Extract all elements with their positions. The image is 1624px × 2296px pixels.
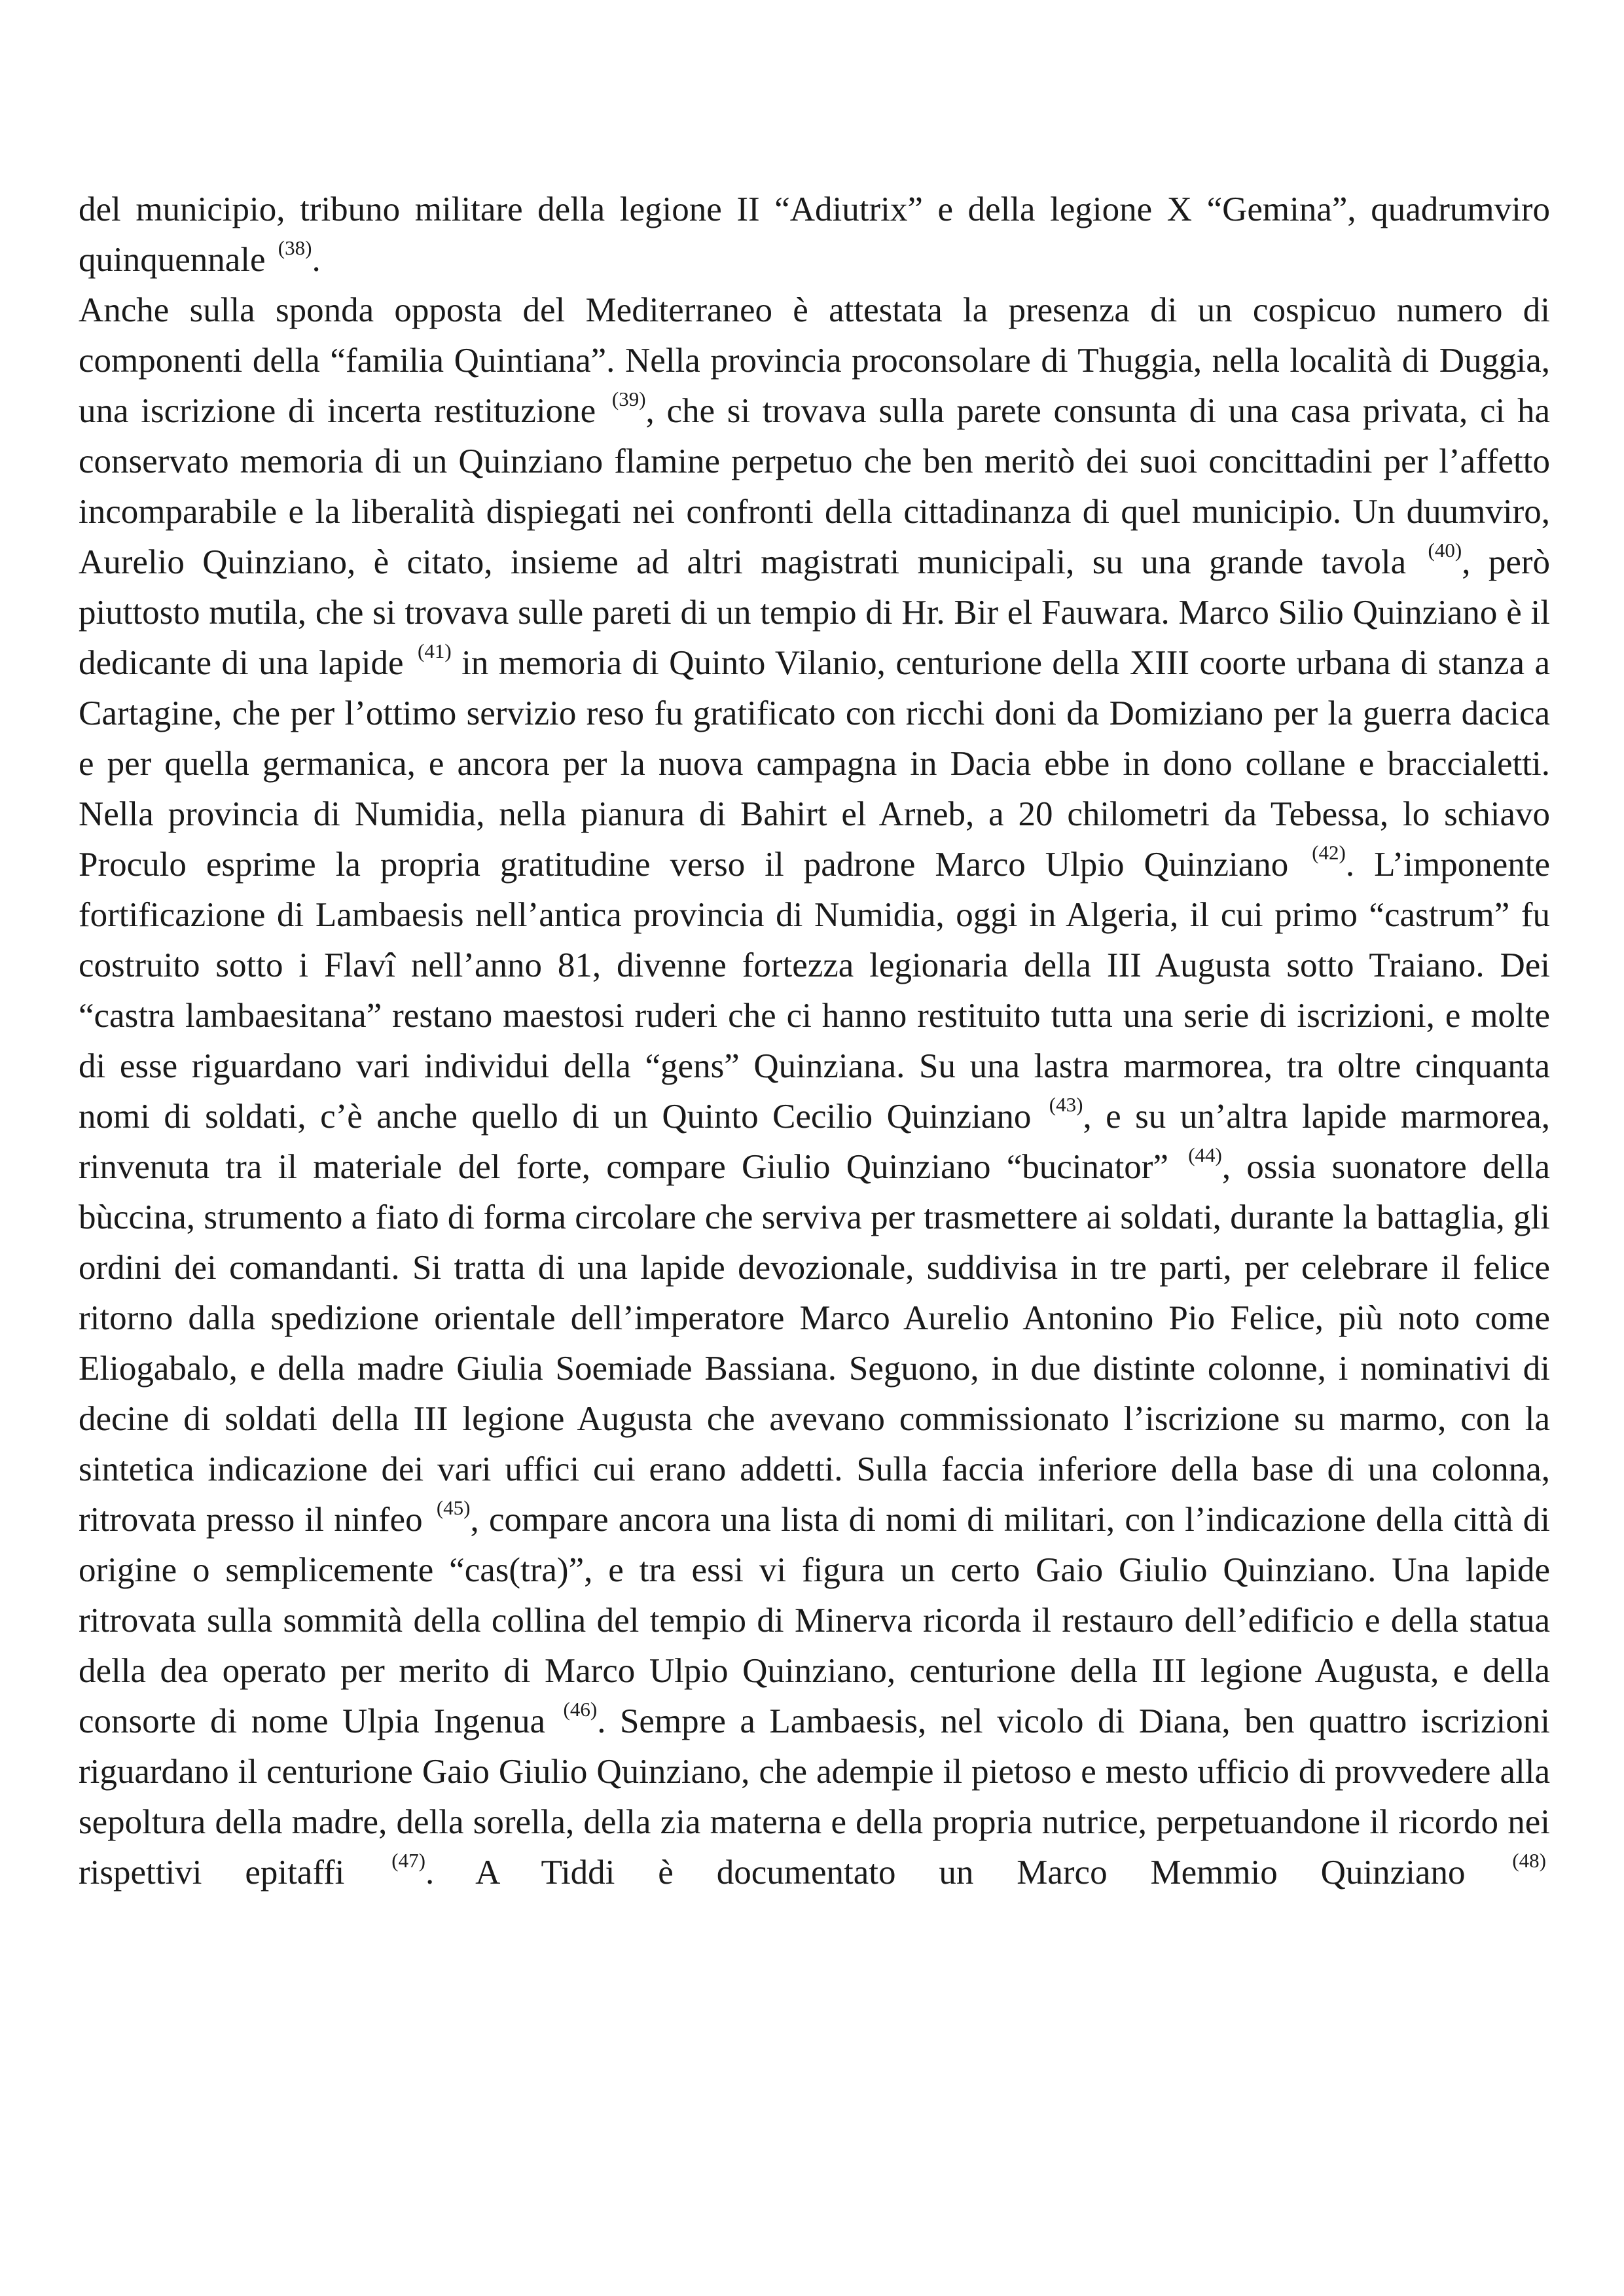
footnote-reference: (43): [1049, 1093, 1083, 1116]
text-run: , che si trovava sulla parete consunta di una casa privata, ci ha conservato memoria di un Quinziano flamine perpetuo che ben meritò dei suoi concittadini per l’affetto incomparabile e la liberalità dispiegati nei confronti della cittadinanza di quel municipio. Un duumviro, Aurelio Quinziano, è citato, insieme ad altri magistrati municipali, su una grande tavola: [79, 392, 1550, 581]
footnote-reference: (48): [1512, 1849, 1546, 1872]
text-run: . Sempre a Lambaesis, nel vicolo di Diana, ben quattro iscrizioni riguardano il centurione Gaio Giulio Quinziano, che adempie il pietoso e mesto ufficio di provvedere alla sepoltura della madre, della sorella, della zia materna e della propria nutrice, perpetuandone il ricordo nei rispettivi epitaffi: [79, 1702, 1550, 1892]
footnote-reference: (44): [1188, 1143, 1222, 1166]
text-run: , ossia suonatore della bùccina, strumento a fiato di forma circolare che serviva per trasmettere ai soldati, durante la battaglia, gli ordini dei comandanti. Si tratta di una lapide devozionale, suddivisa in tre parti, per celebrare il felice ritorno dalla spedizione orientale dell’imperatore Marco Aurelio Antonino Pio Felice, più noto come Eliogabalo, e della madre Giulia Soemiade Bassiana. Seguono, in due distinte colonne, i nominativi di decine di soldati della III legione Augusta che avevano commissionato l’iscrizione su marmo, con la sintetica indicazione dei vari uffici cui erano addetti. Sulla faccia inferiore della base di una colonna, ritrovata presso il ninfeo: [79, 1148, 1550, 1539]
text-run: in memoria di Quinto Vilanio, centurione della XIII coorte urbana di stanza a Cartagine, che per l’ottimo servizio reso fu gratificato con ricchi doni da Domiziano per la guerra dacica e per quella germanica, e ancora per la nuova campagna in Dacia ebbe in dono collane e braccialetti. Nella provincia di Numidia, nella pianura di Bahirt el Arneb, a 20 chilometri da Tebessa, lo schiavo Proculo esprime la propria gratitudine verso il padrone Marco Ulpio Quinziano: [79, 644, 1550, 884]
text-run: Anche sulla sponda opposta del Mediterraneo è attestata la presenza di un cospicuo numero di componenti della “familia Quintiana”. Nella provincia proconsolare di Thuggia, nella località di Duggia, una iscrizione di incerta restituzione: [79, 291, 1550, 430]
footnote-reference: (41): [418, 639, 452, 662]
paragraph: [79, 285, 1550, 1898]
footnote-reference: (40): [1428, 539, 1462, 562]
text-run: , compare ancora una lista di nomi di militari, con l’indicazione della città di origine o semplicemente “cas(tra)”, e tra essi vi figura un certo Gaio Giulio Quinziano. Una lapide ritrovata sulla sommità della collina del tempio di Minerva ricorda il restauro dell’edificio e della statua della dea operato per merito di Marco Ulpio Quinziano, centurione della III legione Augusta, e della consorte di nome Ulpia Ingenua: [79, 1501, 1551, 1740]
footnote-reference: (38): [278, 236, 312, 259]
document-page: [79, 185, 1550, 1898]
footnote-reference: (45): [436, 1496, 471, 1519]
text-run: , e su un’altra lapide marmorea, rinvenuta tra il materiale del forte, compare Giulio Quinziano “bucinator”: [79, 1098, 1550, 1186]
footnote-reference: (46): [563, 1698, 598, 1721]
text-run: . A Tiddi è documentato un Marco Memmio Quinziano: [425, 1854, 1509, 1892]
text-run: del municipio, tribuno militare della legione II “Adiutrix” e della legione X “Gemina”, quadrumviro quinquennale: [79, 190, 1550, 279]
footnote-reference: (39): [611, 387, 646, 410]
footnote-reference: (47): [391, 1849, 425, 1872]
text-run: , però piuttosto mutila, che si trovava sulle pareti di un tempio di Hr. Bir el Fauwara. Marco Silio Quinziano è il dedicante di una lapide: [79, 543, 1550, 682]
text-run: .: [312, 241, 321, 279]
footnote-reference: (42): [1312, 841, 1346, 864]
text-run: . L’imponente fortificazione di Lambaesis nell’antica provincia di Numidia, oggi in Algeria, il cui primo “castrum” fu costruito sotto i Flavî nell’anno 81, divenne fortezza legionaria della III Augusta sotto Traiano. Dei “castra lambaesitana” restano maestosi ruderi che ci hanno restituito tutta una serie di iscrizioni, e molte di esse riguardano vari individui della “gens” Quinziana. Su una lastra marmorea, tra oltre cinquanta nomi di soldati, c’è anche quello di un Quinto Cecilio Quinziano: [79, 846, 1550, 1136]
paragraph: [79, 185, 1550, 285]
